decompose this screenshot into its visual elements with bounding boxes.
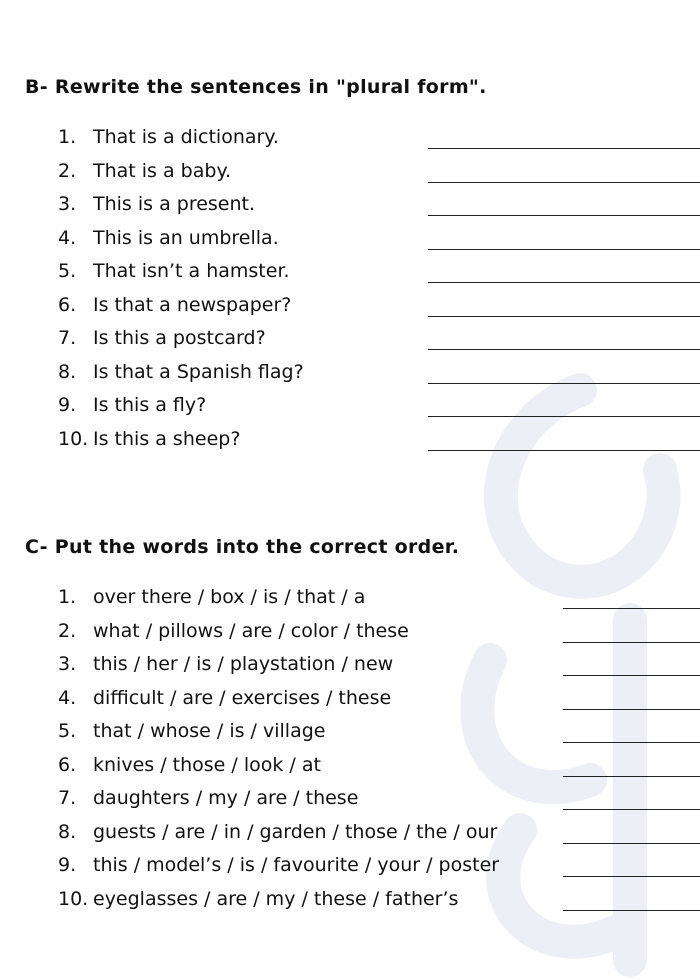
list-item <box>0 821 700 851</box>
item-number: 1. <box>58 126 77 148</box>
answer-line[interactable] <box>428 450 700 451</box>
item-text: daughters / my / are / these <box>93 787 359 809</box>
item-number: 7. <box>58 787 77 809</box>
item-number: 9. <box>58 854 77 876</box>
item-number: 3. <box>58 193 77 215</box>
item-number: 2. <box>58 619 77 642</box>
list-item <box>0 361 700 391</box>
list-item <box>0 327 700 357</box>
item-text: guests / are / in / garden / those / the / our <box>93 821 498 843</box>
list-item <box>0 294 700 324</box>
answer-line[interactable] <box>428 249 700 250</box>
answer-line[interactable] <box>428 383 700 384</box>
item-number: 3. <box>58 653 77 675</box>
item-number: 4. <box>58 686 77 709</box>
answer-line[interactable] <box>563 742 700 743</box>
list-item <box>0 754 700 784</box>
item-number: 10. <box>58 888 89 910</box>
item-text: That is a dictionary. <box>93 126 279 148</box>
item-text: eyeglasses / are / my / these / father’s <box>93 888 459 910</box>
section-c-title: C- Put the words into the correct order. <box>25 536 460 558</box>
item-number: 7. <box>58 327 77 349</box>
item-text: that / whose / is / village <box>93 720 326 742</box>
item-number: 6. <box>58 753 77 776</box>
item-text: Is this a sheep? <box>93 427 241 450</box>
item-text: This is a present. <box>93 193 256 215</box>
answer-line[interactable] <box>563 675 700 676</box>
item-text: Is this a fly? <box>93 394 207 416</box>
item-text: over there / box / is / that / a <box>93 586 366 608</box>
list-item <box>0 160 700 190</box>
item-number: 4. <box>58 226 77 249</box>
list-item <box>0 193 700 223</box>
list-item <box>0 787 700 817</box>
answer-line[interactable] <box>428 349 700 350</box>
item-text: what / pillows / are / color / these <box>93 619 409 642</box>
answer-line[interactable] <box>428 282 700 283</box>
answer-line[interactable] <box>428 316 700 317</box>
list-item <box>0 653 700 683</box>
item-text: difficult / are / exercises / these <box>93 686 392 709</box>
answer-line[interactable] <box>563 776 700 777</box>
item-text: That isn’t a hamster. <box>93 260 290 282</box>
item-text: this / her / is / playstation / new <box>93 653 394 675</box>
list-item <box>0 428 700 458</box>
answer-line[interactable] <box>563 876 700 877</box>
item-text: Is that a Spanish flag? <box>93 360 304 383</box>
item-number: 8. <box>58 821 77 843</box>
item-text: Is this a postcard? <box>93 327 266 349</box>
answer-line[interactable] <box>563 642 700 643</box>
list-item <box>0 888 700 918</box>
list-item <box>0 586 700 616</box>
list-item <box>0 260 700 290</box>
answer-line[interactable] <box>563 809 700 810</box>
list-item <box>0 126 700 156</box>
item-number: 6. <box>58 293 77 316</box>
answer-line[interactable] <box>563 709 700 710</box>
list-item <box>0 394 700 424</box>
list-item <box>0 854 700 884</box>
answer-line[interactable] <box>563 843 700 844</box>
answer-line[interactable] <box>428 148 700 149</box>
list-item <box>0 227 700 257</box>
section-b-title: B- Rewrite the sentences in "plural form". <box>25 76 487 98</box>
item-text: That is a baby. <box>93 159 232 182</box>
item-text: Is that a newspaper? <box>93 293 292 316</box>
list-item <box>0 620 700 650</box>
answer-line[interactable] <box>428 215 700 216</box>
item-number: 8. <box>58 360 77 383</box>
item-text: this / model’s / is / favourite / your / poster <box>93 854 500 876</box>
item-text: This is an umbrella. <box>93 226 279 249</box>
item-number: 10. <box>58 427 89 450</box>
answer-line[interactable] <box>563 608 700 609</box>
list-item <box>0 720 700 750</box>
item-text: knives / those / look / at <box>93 753 321 776</box>
item-number: 1. <box>58 586 77 608</box>
item-number: 5. <box>58 260 77 282</box>
answer-line[interactable] <box>428 182 700 183</box>
answer-line[interactable] <box>563 910 700 911</box>
item-number: 5. <box>58 720 77 742</box>
item-number: 9. <box>58 394 77 416</box>
item-number: 2. <box>58 159 77 182</box>
list-item <box>0 687 700 717</box>
answer-line[interactable] <box>428 416 700 417</box>
